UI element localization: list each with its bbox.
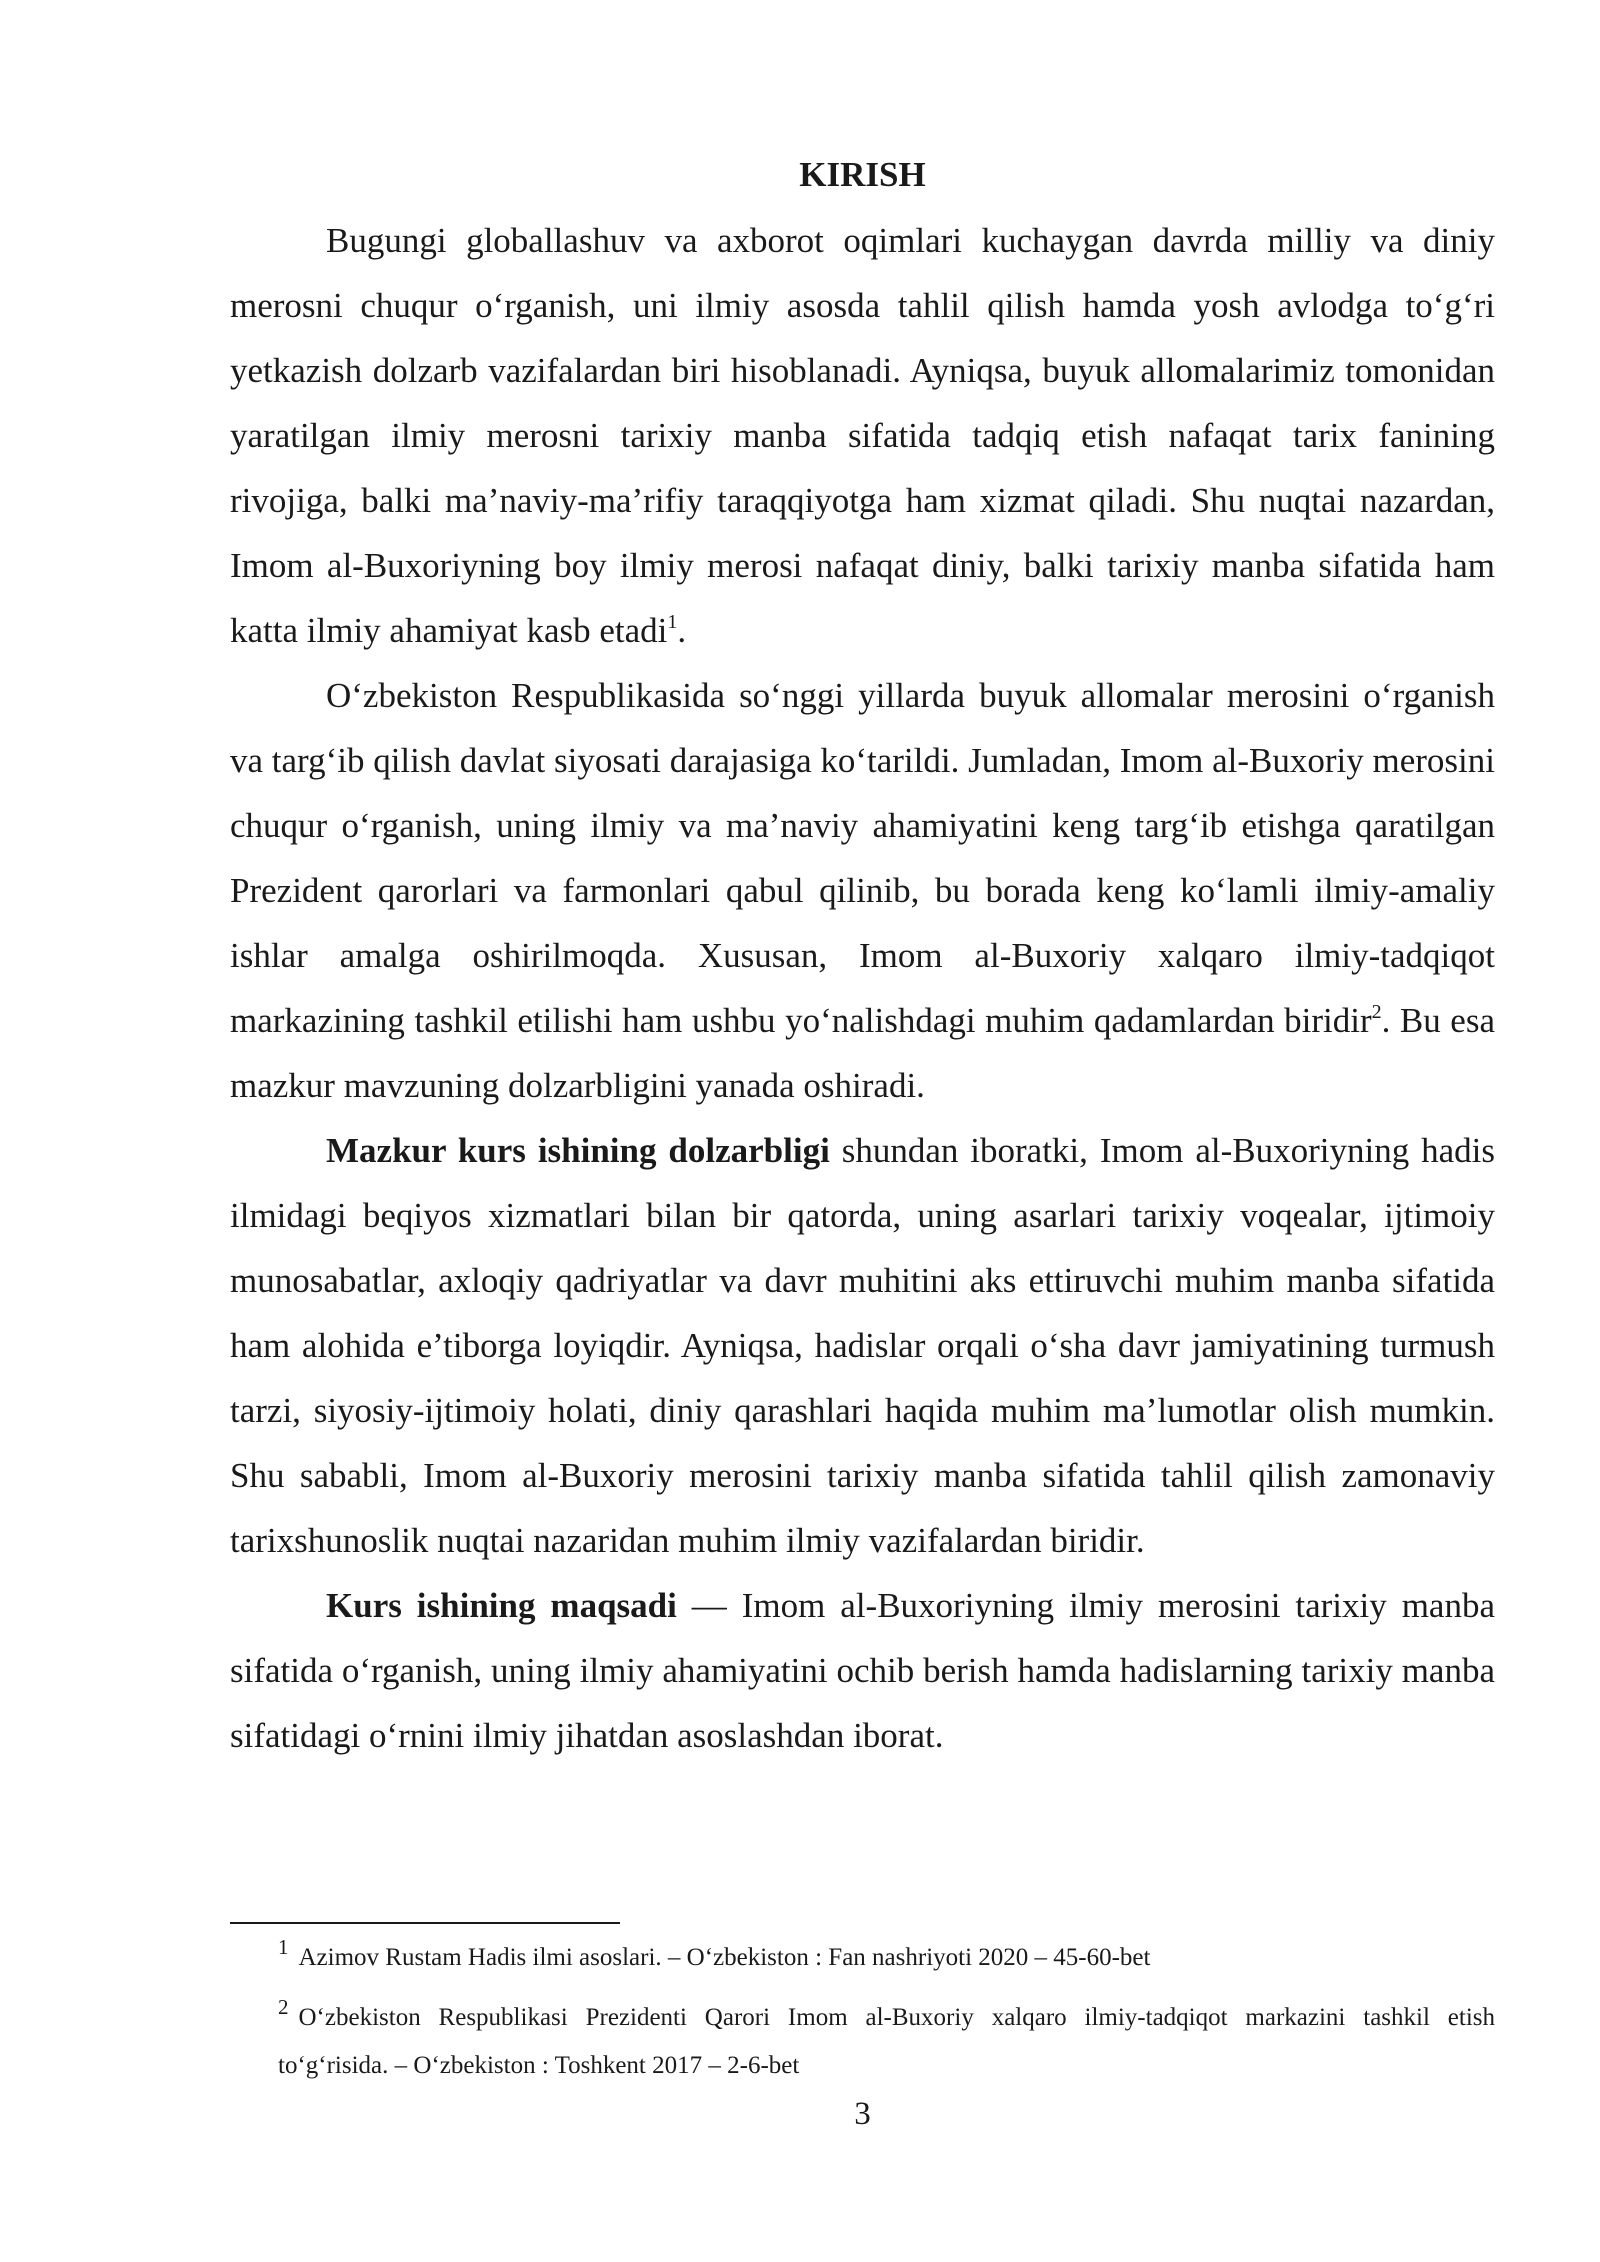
bold-term: Mazkur kurs ishining dolzarbligi bbox=[326, 1131, 830, 1170]
paragraph-text: Bugungi globallashuv va axborot oqimlari kuchaygan davrda milliy va diniy merosni chuqur o‘rganish, uni ilmiy asosda tahlil qilish hamda yosh avlodga to‘g‘ri yetkazish dolzarb vazifalardan biri hisoblanadi. Ayniqsa, buyuk allomalarimiz tomonidan yaratilgan ilmiy merosni tarixiy manba sifatida tadqiq etish nafaqat tarix fanining rivojiga, balki ma’naviy-ma’rifiy taraqqiyotga ham xizmat qiladi. Shu nuqtai nazardan, Imom al-Buxoriyning boy ilmiy merosi nafaqat diniy, balki tarixiy manba sifatida ham katta ilmiy ahamiyat kasb etadi bbox=[230, 221, 1495, 650]
footnote-separator bbox=[230, 1922, 620, 1924]
paragraph-end: . Bu esa mazkur mavzuning dolzarbligini yanada oshiradi. bbox=[230, 1001, 1495, 1105]
footnote-reference[interactable]: 1 bbox=[667, 611, 678, 633]
page-number: 3 bbox=[854, 2096, 871, 2132]
paragraph-text: — Imom al-Buxoriyning ilmiy merosini tarixiy manba sifatida o‘rganish, uning ilmiy ahamiyatini ochib berish hamda hadislarning tarixiy manba sifatidagi o‘rnini ilmiy jihatdan asoslashdan iborat. bbox=[230, 1586, 1495, 1755]
section-heading: KIRISH bbox=[799, 155, 926, 194]
bold-term: Kurs ishining maqsadi bbox=[326, 1586, 677, 1625]
paragraph-goal bbox=[230, 1573, 1495, 1768]
body-text bbox=[230, 208, 1495, 1768]
paragraph-introduction bbox=[230, 208, 1495, 663]
footnote-item bbox=[278, 1994, 1495, 2090]
footnote-text: Azimov Rustam Hadis ilmi asoslari. – O‘zbekiston : Fan nashriyoti 2020 – 45-60-bet bbox=[298, 1944, 1151, 1971]
footnote-item bbox=[278, 1934, 1495, 1982]
footnote-reference[interactable]: 2 bbox=[1371, 1001, 1382, 1023]
footnote-number: 2 bbox=[278, 1995, 289, 2019]
footnotes bbox=[278, 1934, 1495, 2102]
paragraph-state-policy bbox=[230, 663, 1495, 1118]
paragraph-end: . bbox=[677, 611, 687, 650]
paragraph-text: O‘zbekiston Respublikasida so‘nggi yillarda buyuk allomalar merosini o‘rganish va targ‘ib qilish davlat siyosati darajasiga ko‘tarildi. Jumladan, Imom al-Buxoriy merosini chuqur o‘rganish, uning ilmiy va ma’naviy ahamiyatini keng targ‘ib etishga qaratilgan Prezident qarorlari va farmonlari qabul qilinib, bu borada keng ko‘lamli ilmiy-amaliy ishlar amalga oshirilmoqda. Xususan, Imom al-Buxoriy xalqaro ilmiy-tadqiqot markazining tashkil etilishi ham ushbu yo‘nalishdagi muhim qadamlardan biridir bbox=[230, 676, 1495, 1040]
paragraph-text: shundan iboratki, Imom al-Buxoriyning hadis ilmidagi beqiyos xizmatlari bilan bir qatorda, uning asarlari tarixiy voqealar, ijtimoiy munosabatlar, axloqiy qadriyatlar va davr muhitini aks ettiruvchi muhim manba sifatida ham alohida e’tiborga loyiqdir. Ayniqsa, hadislar orqali o‘sha davr jamiyatining turmush tarzi, siyosiy-ijtimoiy holati, diniy qarashlari haqida muhim ma’lumotlar olish mumkin. Shu sababli, Imom al-Buxoriy merosini tarixiy manba sifatida tahlil qilish zamonaviy tarixshunoslik nuqtai nazaridan muhim ilmiy vazifalardan biridir. bbox=[230, 1131, 1495, 1560]
footnote-number: 1 bbox=[278, 1935, 289, 1959]
footnote-text: O‘zbekiston Respublikasi Prezidenti Qarori Imom al-Buxoriy xalqaro ilmiy-tadqiqot markazini tashkil etish to‘g‘risida. – O‘zbekiston : Toshkent 2017 – 2-6-bet bbox=[278, 2004, 1495, 2079]
paragraph-relevance bbox=[230, 1118, 1495, 1573]
